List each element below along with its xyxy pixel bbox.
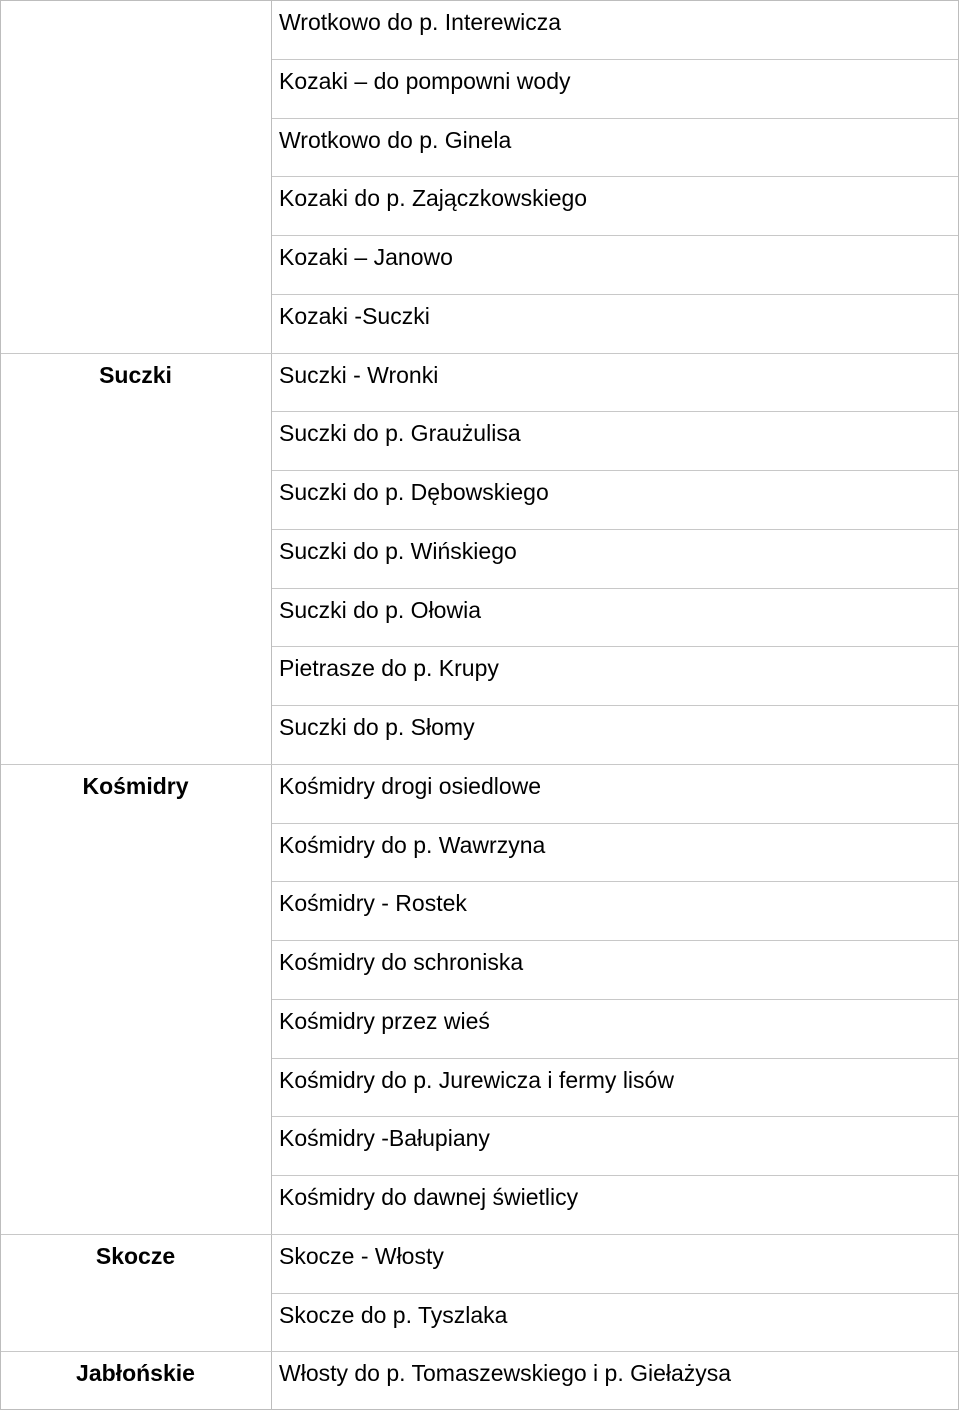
road-name: Kośmidry -Bałupiany <box>279 1125 490 1151</box>
road-name: Włosty do p. Tomaszewskiego i p. Giełażysa <box>279 1360 732 1386</box>
group-divider <box>1 353 272 354</box>
village-column <box>0 0 272 1410</box>
road-name: Suczki do p. Ołowia <box>279 597 481 623</box>
row-divider <box>272 1234 958 1235</box>
road-name: Kośmidry - Rostek <box>279 890 467 916</box>
row-divider <box>272 470 958 471</box>
group-divider <box>1 764 272 765</box>
row-divider <box>272 940 958 941</box>
road-name: Suczki do p. Dębowskiego <box>279 479 549 505</box>
row-divider <box>272 999 958 1000</box>
road-name: Kośmidry drogi osiedlowe <box>279 773 542 799</box>
road-name: Kozaki – Janowo <box>279 244 453 270</box>
row-divider <box>272 118 958 119</box>
village-name: Suczki <box>99 362 172 388</box>
row-divider <box>272 646 958 647</box>
road-name: Suczki - Wronki <box>279 362 439 388</box>
village-name: Jabłońskie <box>76 1360 195 1386</box>
row-divider <box>272 176 958 177</box>
village-name: Skocze <box>95 1243 176 1269</box>
road-name: Suczki do p. Wińskiego <box>279 538 517 564</box>
row-divider <box>272 353 958 354</box>
group-divider <box>1 1351 272 1352</box>
row-divider <box>272 1293 958 1294</box>
row-divider <box>272 529 958 530</box>
row-divider <box>272 823 958 824</box>
road-name: Suczki do p. Słomy <box>279 714 475 740</box>
row-divider <box>272 764 958 765</box>
row-divider <box>272 881 958 882</box>
road-name: Kośmidry przez wieś <box>279 1008 490 1034</box>
road-name: Kośmidry do p. Wawrzyna <box>279 832 546 858</box>
row-divider <box>272 1351 958 1352</box>
row-divider <box>272 294 958 295</box>
row-divider <box>272 1175 958 1176</box>
row-divider <box>272 1116 958 1117</box>
road-name: Skocze - Włosty <box>279 1243 444 1269</box>
row-divider <box>272 588 958 589</box>
row-divider <box>272 235 958 236</box>
road-name: Kozaki – do pompowni wody <box>279 68 571 94</box>
row-divider <box>272 59 958 60</box>
row-divider <box>272 411 958 412</box>
road-name: Suczki do p. Graużulisa <box>279 420 521 446</box>
road-name: Kośmidry do schroniska <box>279 949 524 975</box>
road-name: Kośmidry do p. Jurewicza i fermy lisów <box>279 1067 674 1093</box>
row-divider <box>272 705 958 706</box>
group-divider <box>1 1234 272 1235</box>
road-name: Kozaki do p. Zajączkowskiego <box>279 185 588 211</box>
road-name: Kośmidry do dawnej świetlicy <box>279 1184 579 1210</box>
village-name: Kośmidry <box>82 773 189 799</box>
road-name: Wrotkowo do p. Interewicza <box>279 9 562 35</box>
road-name: Wrotkowo do p. Ginela <box>279 127 512 153</box>
road-name: Skocze do p. Tyszlaka <box>279 1302 508 1328</box>
road-name: Kozaki -Suczki <box>279 303 430 329</box>
row-divider <box>272 1058 958 1059</box>
road-name: Pietrasze do p. Krupy <box>279 655 499 681</box>
